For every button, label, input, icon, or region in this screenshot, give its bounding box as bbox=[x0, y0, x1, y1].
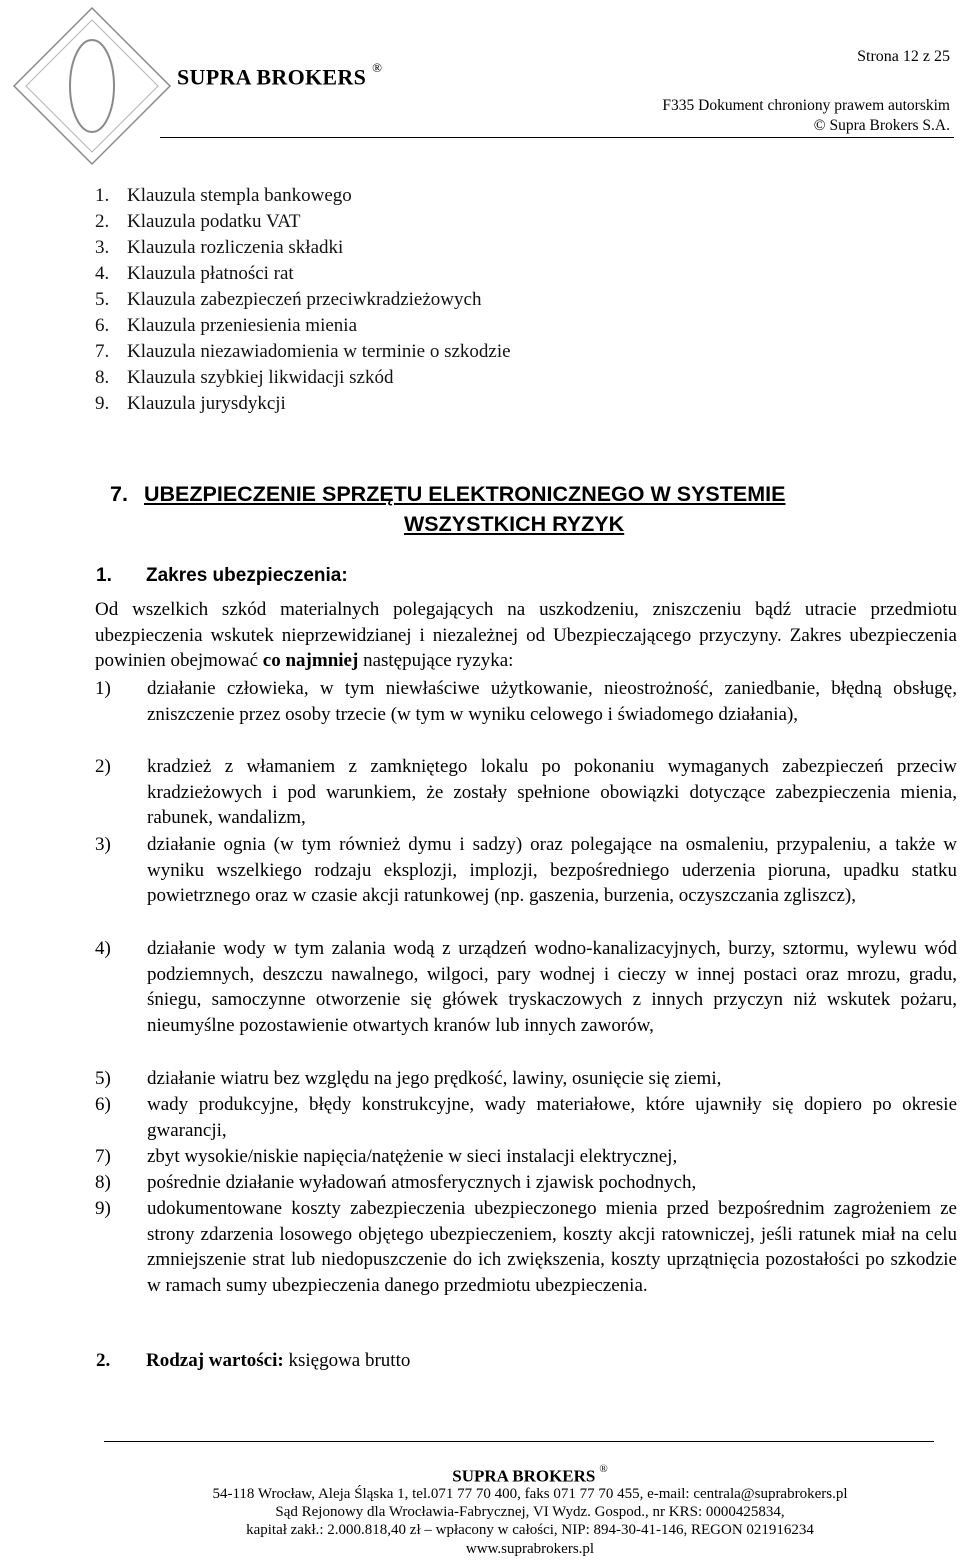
risk-item: 5) działanie wiatru bez względu na jego prędkość, lawiny, osunięcie się ziemi, bbox=[95, 1068, 722, 1089]
header-divider bbox=[160, 137, 954, 138]
list-item: 9. Klauzula jurysdykcji bbox=[95, 393, 286, 414]
value-type-row: 2. Rodzaj wartości: księgowa brutto bbox=[96, 1350, 411, 1371]
copyright-owner: © Supra Brokers S.A. bbox=[813, 117, 950, 134]
footer-brand: SUPRA BROKERS ® bbox=[452, 1463, 608, 1486]
list-item: 8. Klauzula szybkiej likwidacji szkód bbox=[95, 367, 394, 388]
risk-item: 1) działanie człowieka, w tym niewłaściwe użytkowanie, nieostrożność, zaniedbanie, błędną obsługę, zniszczenie przez osoby trzecie (w tym w wyniku celowego i świadomego działania), bbox=[95, 678, 957, 725]
footer-capital: kapitał zakł.: 2.000.818,40 zł – wpłacony w całości, NIP: 894-30-41-146, REGON 021916234 bbox=[246, 1522, 814, 1538]
list-item: 3. Klauzula rozliczenia składki bbox=[95, 237, 344, 258]
list-item: 4. Klauzula płatności rat bbox=[95, 263, 294, 284]
list-item: 6. Klauzula przeniesienia mienia bbox=[95, 315, 358, 336]
list-item: 1. Klauzula stempla bankowego bbox=[95, 185, 352, 206]
header-brand: SUPRA BROKERS ® bbox=[177, 60, 383, 90]
footer-divider bbox=[104, 1441, 934, 1442]
footer-website: www.suprabrokers.pl bbox=[465, 1541, 595, 1557]
footer-address: 54-118 Wrocław, Aleja Śląska 1, tel.071 77 70 400, faks 071 77 70 455, e-mail: centrala@suprabrokers.pl bbox=[212, 1486, 848, 1502]
list-item: 5. Klauzula zabezpieczeń przeciwkradzieżowych bbox=[95, 289, 482, 310]
risk-item: 8) pośrednie działanie wyładowań atmosferycznych i zjawisk pochodnych, bbox=[95, 1172, 697, 1193]
scope-intro: Od wszelkich szkód materialnych polegających na uszkodzeniu, zniszczeniu bądź utracie przedmiotu ubezpieczenia wskutek nieprzewidzianej i niezależnej od Ubezpieczającego przyczyny. Zakres ubezpieczenia powinien obejmować co najmniej następujące ryzyka: bbox=[95, 599, 957, 672]
page-number: Strona 12 z 25 bbox=[857, 48, 950, 65]
company-logo bbox=[12, 6, 172, 171]
copyright-notice: F335 Dokument chroniony prawem autorskim bbox=[662, 97, 950, 114]
risk-item: 6) wady produkcyjne, błędy konstrukcyjne, wady materiałowe, które ujawniły się dopiero po okresie gwarancji, bbox=[95, 1094, 957, 1141]
list-item: 2. Klauzula podatku VAT bbox=[95, 211, 301, 232]
risk-item: 7) zbyt wysokie/niskie napięcia/natężenie w sieci instalacji elektrycznej, bbox=[95, 1146, 678, 1167]
risk-item: 4) działanie wody w tym zalania wodą z urządzeń wodno-kanalizacyjnych, burzy, sztormu, wylewu wód podziemnych, deszczu nawalnego, wilgoci, pary wodnej i cieczy w innej postaci oraz mrozu, gradu, śniegu, samoczynne otworzenie się główek tryskaczowych z innych przyczyn niż wskutek pożaru, nieumyślne pozostawienie otwartych kranów lub innych zaworów, bbox=[95, 938, 957, 1037]
subsection-heading: 1. Zakres ubezpieczenia: bbox=[96, 565, 348, 586]
footer-court: Sąd Rejonowy dla Wrocławia-Fabrycznej, VI Wydz. Gospod., nr KRS: 0000425834, bbox=[275, 1504, 785, 1520]
list-item: 7. Klauzula niezawiadomienia w terminie o szkodzie bbox=[95, 341, 511, 362]
risk-item: 3) działanie ognia (w tym również dymu i sadzy) oraz polegające na osmaleniu, przypaleniu, a także w wyniku wszelkiego rodzaju eksplozji, implozji, bezpośredniego uderzenia pioruna, upadku statku powietrznego oraz w czasie akcji ratunkowej (np. gaszenia, burzenia, oczyszczania zgliszcz), bbox=[95, 834, 957, 907]
risk-item: 2) kradzież z włamaniem z zamkniętego lokalu po pokonaniu wymaganych zabezpieczeń przeciw kradzieżowych i pod warunkiem, że zostały spełnione obowiązki dotyczące zabezpieczenia mienia, rabunek, wandalizm, bbox=[95, 756, 957, 829]
risk-item: 9) udokumentowane koszty zabezpieczenia ubezpieczonego mienia przed bezpośrednim zagrożeniem ze strony zdarzenia losowego objętego ubezpieczeniem, koszty akcji ratowniczej, jeśli ratunek miał na celu zmniejszenie strat lub niedopuszczenie do ich zwiększenia, koszty uprzątnięcia pozostałości po szkodzie w ramach sumy ubezpieczenia danego przedmiotu ubezpieczenia. bbox=[95, 1198, 957, 1297]
